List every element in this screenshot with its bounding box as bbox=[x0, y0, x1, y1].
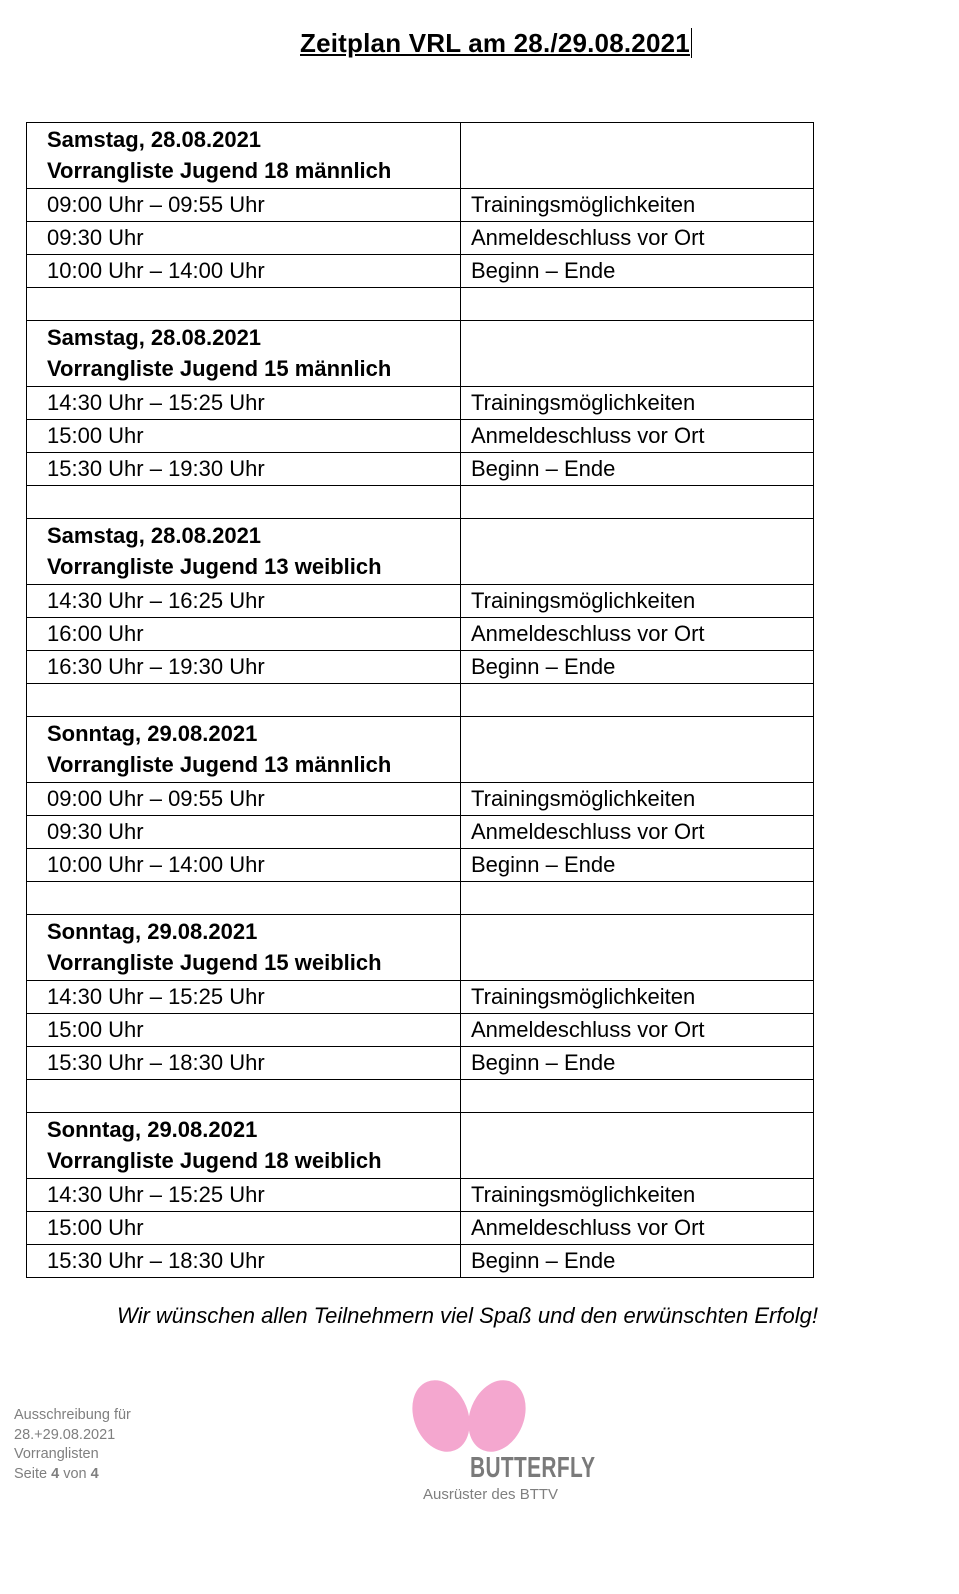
page-current: 4 bbox=[51, 1465, 60, 1482]
time-cell: 15:30 Uhr – 18:30 Uhr bbox=[27, 1047, 461, 1080]
block-event: Vorrangliste Jugend 18 weiblich bbox=[47, 1148, 382, 1173]
time-cell: 14:30 Uhr – 15:25 Uhr bbox=[27, 387, 461, 420]
spacer-cell bbox=[461, 882, 814, 915]
spacer-row bbox=[27, 684, 814, 717]
time-cell: 14:30 Uhr – 15:25 Uhr bbox=[27, 981, 461, 1014]
description-cell: Anmeldeschluss vor Ort bbox=[461, 1212, 814, 1245]
description-cell: Beginn – Ende bbox=[461, 453, 814, 486]
block-header-row bbox=[27, 915, 814, 981]
block-header-cell bbox=[27, 1113, 461, 1179]
page-sep: von bbox=[63, 1465, 87, 1482]
time-cell: 10:00 Uhr – 14:00 Uhr bbox=[27, 849, 461, 882]
time-cell: 09:30 Uhr bbox=[27, 222, 461, 255]
description-cell: Beginn – Ende bbox=[461, 651, 814, 684]
spacer-cell bbox=[461, 684, 814, 717]
block-day: Samstag, 28.08.2021 bbox=[47, 127, 262, 152]
spacer-cell bbox=[27, 684, 461, 717]
doc-info-line1: Ausschreibung für bbox=[14, 1407, 131, 1423]
description-cell: Beginn – Ende bbox=[461, 849, 814, 882]
description-cell: Anmeldeschluss vor Ort bbox=[461, 1014, 814, 1047]
spacer-cell bbox=[27, 486, 461, 519]
title-text: Zeitplan VRL am 28./29.08.2021 bbox=[300, 28, 690, 58]
block-day: Samstag, 28.08.2021 bbox=[47, 523, 262, 548]
time-cell: 10:00 Uhr – 14:00 Uhr bbox=[27, 255, 461, 288]
table-row bbox=[27, 255, 814, 288]
block-header-empty-cell bbox=[461, 123, 814, 189]
table-row bbox=[27, 783, 814, 816]
block-header-row bbox=[27, 717, 814, 783]
description-cell: Trainingsmöglichkeiten bbox=[461, 585, 814, 618]
description-cell: Anmeldeschluss vor Ort bbox=[461, 816, 814, 849]
block-header-empty-cell bbox=[461, 717, 814, 783]
spacer-row bbox=[27, 1080, 814, 1113]
table-row bbox=[27, 1245, 814, 1278]
block-header-cell bbox=[27, 123, 461, 189]
block-header-row bbox=[27, 1113, 814, 1179]
page-number bbox=[14, 1465, 131, 1485]
table-row bbox=[27, 420, 814, 453]
table-row bbox=[27, 618, 814, 651]
time-cell: 14:30 Uhr – 16:25 Uhr bbox=[27, 585, 461, 618]
table-row bbox=[27, 1212, 814, 1245]
spacer-cell bbox=[27, 882, 461, 915]
description-cell: Trainingsmöglichkeiten bbox=[461, 981, 814, 1014]
description-cell: Trainingsmöglichkeiten bbox=[461, 783, 814, 816]
block-header-row bbox=[27, 519, 814, 585]
logo-subtitle: Ausrüster des BTTV bbox=[423, 1486, 559, 1503]
block-event: Vorrangliste Jugend 18 männlich bbox=[47, 158, 392, 183]
block-day: Samstag, 28.08.2021 bbox=[47, 325, 262, 350]
block-day: Sonntag, 29.08.2021 bbox=[47, 721, 258, 746]
time-cell: 16:00 Uhr bbox=[27, 618, 461, 651]
spacer-row bbox=[27, 882, 814, 915]
logo-brand-text: BUTTERFLY bbox=[470, 1452, 596, 1484]
table-row bbox=[27, 1047, 814, 1080]
time-cell: 09:30 Uhr bbox=[27, 816, 461, 849]
description-cell: Beginn – Ende bbox=[461, 255, 814, 288]
description-cell: Trainingsmöglichkeiten bbox=[461, 387, 814, 420]
page-total: 4 bbox=[90, 1465, 99, 1482]
table-row bbox=[27, 849, 814, 882]
time-cell: 16:30 Uhr – 19:30 Uhr bbox=[27, 651, 461, 684]
spacer-cell bbox=[461, 1080, 814, 1113]
block-event: Vorrangliste Jugend 15 männlich bbox=[47, 356, 392, 381]
description-cell: Beginn – Ende bbox=[461, 1245, 814, 1278]
time-cell: 15:30 Uhr – 19:30 Uhr bbox=[27, 453, 461, 486]
time-cell: 15:00 Uhr bbox=[27, 420, 461, 453]
spacer-cell bbox=[461, 288, 814, 321]
page-title bbox=[300, 28, 692, 59]
spacer-cell bbox=[27, 1080, 461, 1113]
table-row bbox=[27, 222, 814, 255]
block-header-cell bbox=[27, 519, 461, 585]
block-day: Sonntag, 29.08.2021 bbox=[47, 919, 258, 944]
block-header-cell bbox=[27, 717, 461, 783]
schedule-table bbox=[26, 122, 814, 1278]
description-cell: Trainingsmöglichkeiten bbox=[461, 189, 814, 222]
description-cell: Anmeldeschluss vor Ort bbox=[461, 618, 814, 651]
block-header-cell bbox=[27, 321, 461, 387]
block-header-empty-cell bbox=[461, 915, 814, 981]
page-prefix: Seite bbox=[14, 1465, 48, 1482]
time-cell: 14:30 Uhr – 15:25 Uhr bbox=[27, 1179, 461, 1212]
block-day: Sonntag, 29.08.2021 bbox=[47, 1117, 258, 1142]
spacer-cell bbox=[461, 486, 814, 519]
block-header-empty-cell bbox=[461, 1113, 814, 1179]
closing-message: Wir wünschen allen Teilnehmern viel Spaß und den erwünschten Erfolg! bbox=[117, 1303, 818, 1328]
table-row bbox=[27, 387, 814, 420]
description-cell: Trainingsmöglichkeiten bbox=[461, 1179, 814, 1212]
time-cell: 15:00 Uhr bbox=[27, 1014, 461, 1047]
description-cell: Anmeldeschluss vor Ort bbox=[461, 420, 814, 453]
table-row bbox=[27, 1014, 814, 1047]
table-row bbox=[27, 189, 814, 222]
description-cell: Anmeldeschluss vor Ort bbox=[461, 222, 814, 255]
block-event: Vorrangliste Jugend 15 weiblich bbox=[47, 950, 382, 975]
block-event: Vorrangliste Jugend 13 weiblich bbox=[47, 554, 382, 579]
spacer-row bbox=[27, 486, 814, 519]
document-info bbox=[14, 1406, 131, 1484]
spacer-row bbox=[27, 288, 814, 321]
spacer-cell bbox=[27, 288, 461, 321]
doc-info-line2: 28.+29.08.2021 bbox=[14, 1426, 116, 1443]
time-cell: 09:00 Uhr – 09:55 Uhr bbox=[27, 189, 461, 222]
table-row bbox=[27, 585, 814, 618]
block-header-empty-cell bbox=[461, 321, 814, 387]
table-row bbox=[27, 453, 814, 486]
logo-right-wing bbox=[458, 1376, 536, 1460]
table-row bbox=[27, 981, 814, 1014]
block-header-row bbox=[27, 321, 814, 387]
block-header-row bbox=[27, 123, 814, 189]
description-cell: Beginn – Ende bbox=[461, 1047, 814, 1080]
block-event: Vorrangliste Jugend 13 männlich bbox=[47, 752, 392, 777]
block-header-empty-cell bbox=[461, 519, 814, 585]
time-cell: 15:30 Uhr – 18:30 Uhr bbox=[27, 1245, 461, 1278]
doc-info-line3: Vorranglisten bbox=[14, 1446, 99, 1462]
block-header-cell bbox=[27, 915, 461, 981]
time-cell: 15:00 Uhr bbox=[27, 1212, 461, 1245]
table-row bbox=[27, 651, 814, 684]
time-cell: 09:00 Uhr – 09:55 Uhr bbox=[27, 783, 461, 816]
table-row bbox=[27, 1179, 814, 1212]
table-row bbox=[27, 816, 814, 849]
